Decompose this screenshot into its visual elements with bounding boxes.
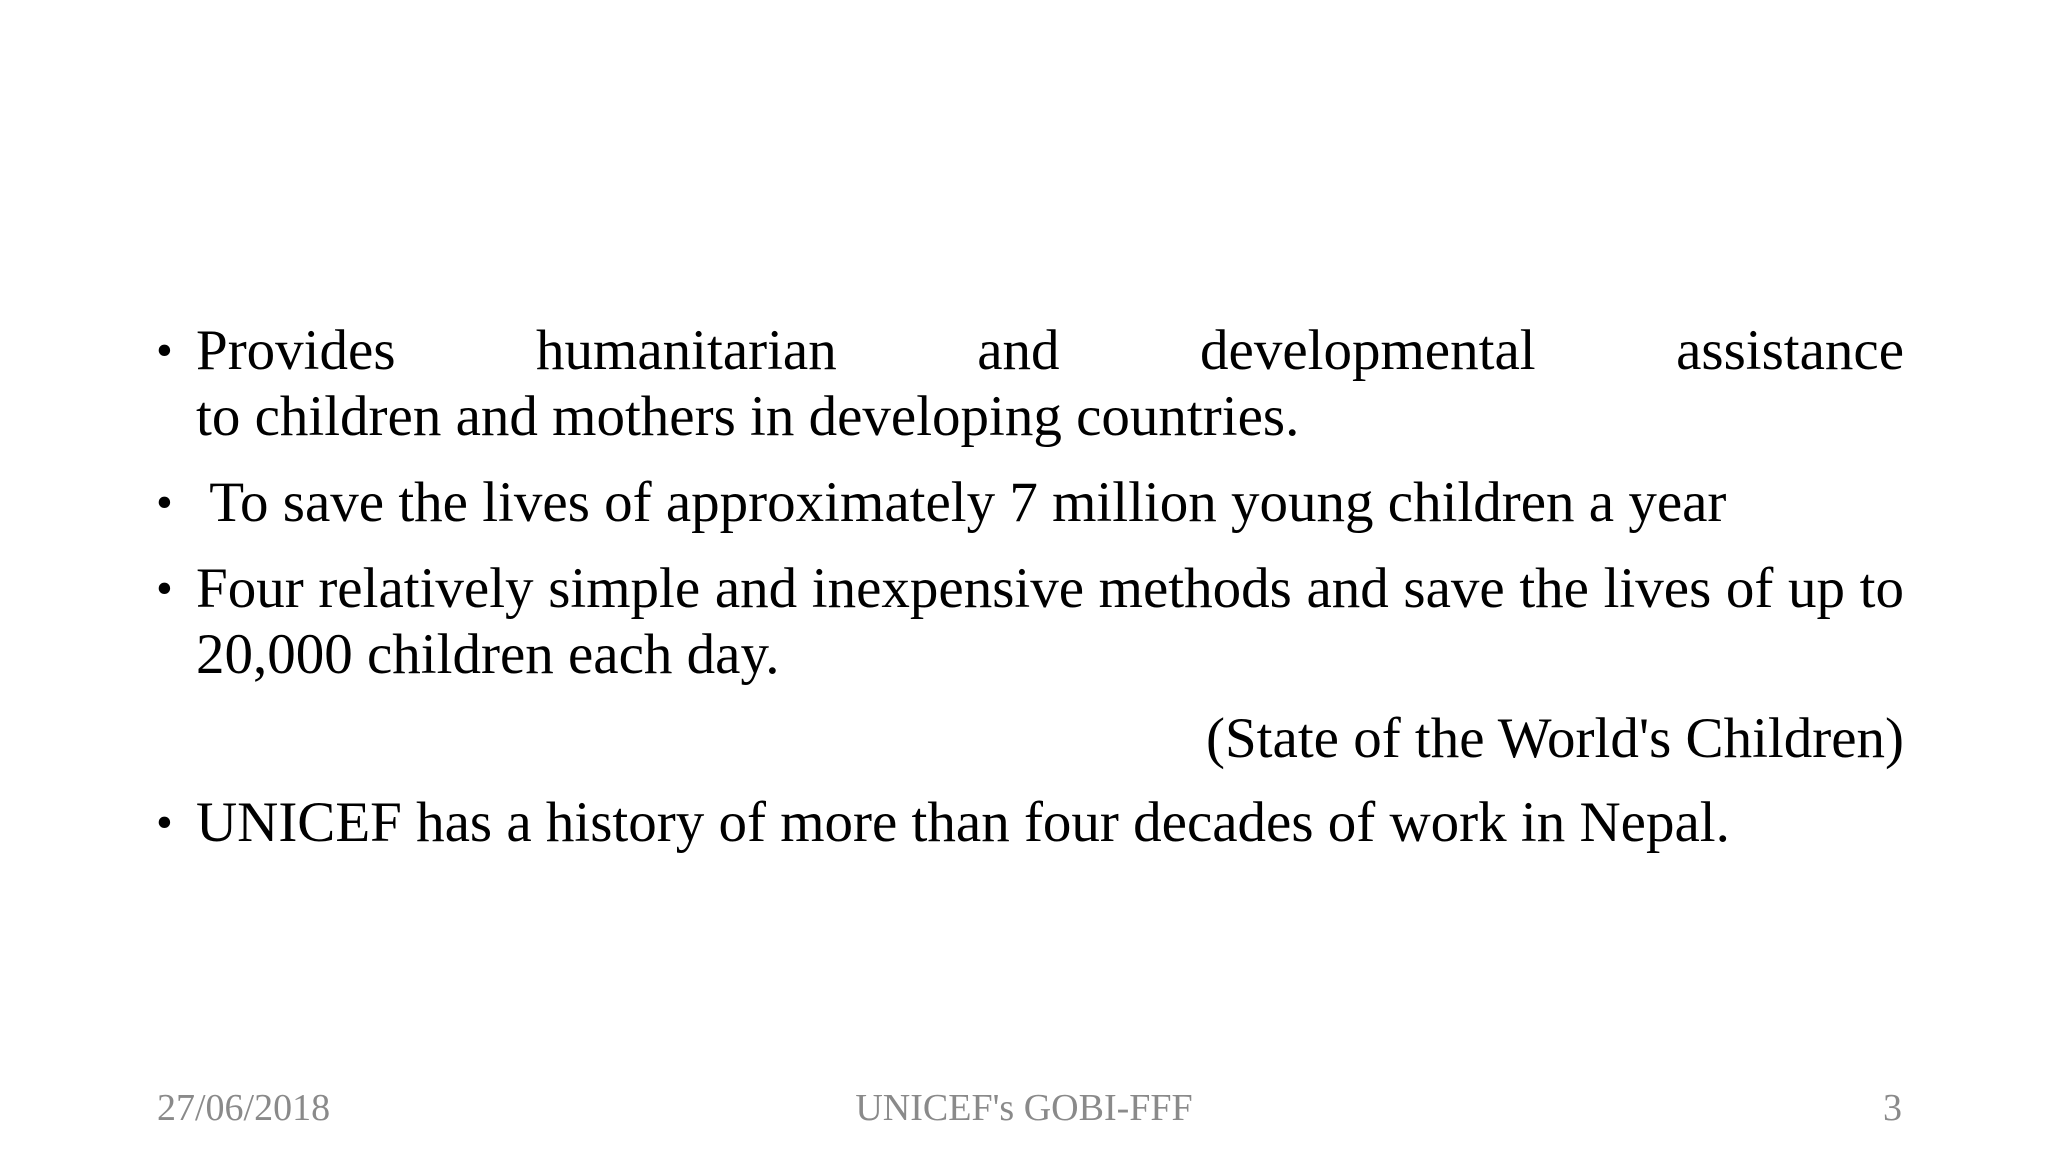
footer-title: UNICEF's GOBI-FFF (855, 1087, 1193, 1129)
citation: (State of the World's Children) (1206, 707, 1904, 770)
bullet-item-save-lives (156, 470, 1904, 536)
slide-body (156, 318, 1904, 856)
bullet-item-assistance (156, 318, 1904, 450)
bullet-text: UNICEF has a history of more than four decades of work in Nepal. (196, 791, 1730, 854)
bullet-text: Four relatively simple and inexpensive methods and save the lives of up to 20,000 children each day. (196, 557, 1904, 686)
bullet-text-line: • Provides humanitarian and developmental assistance (196, 319, 1904, 382)
footer-page-number: 3 (1883, 1087, 1902, 1129)
bullet-text: To save the lives of approximately 7 million young children a year (196, 471, 1727, 534)
bullet-item-four-methods (156, 556, 1904, 688)
footer-date: 27/06/2018 (157, 1087, 331, 1129)
bullet-text-line: to children and mothers in developing countries. (196, 385, 1300, 448)
bullet-item-nepal-history (156, 790, 1904, 856)
